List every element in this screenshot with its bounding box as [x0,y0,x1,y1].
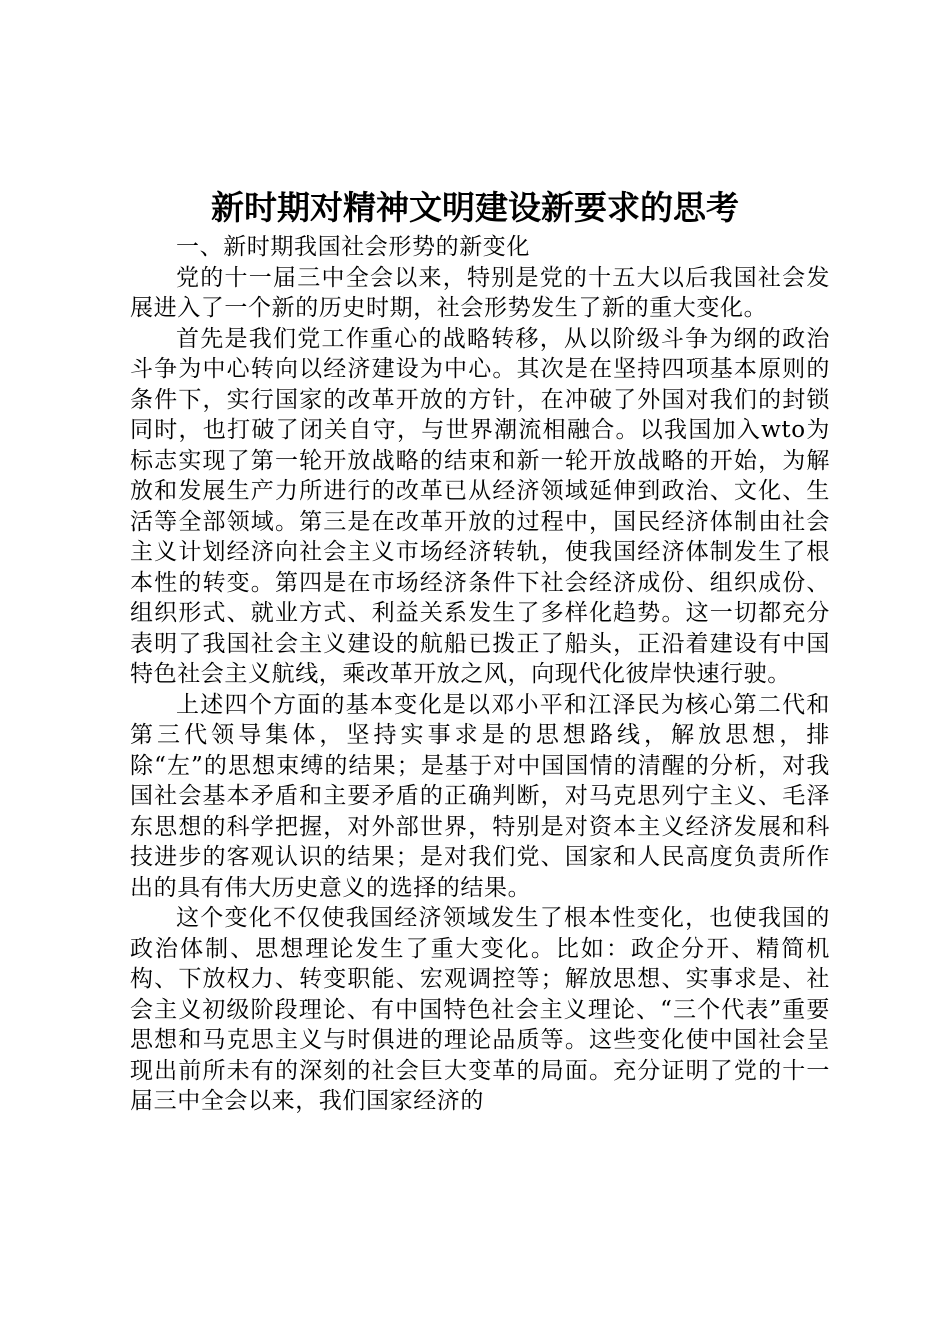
document-body [130,232,830,1117]
section-heading: 一、新时期我国社会形势的新变化 [176,234,530,260]
paragraph: 首先是我们党工作重心的战略转移，从以阶级斗争为纲的政治斗争为中心转向以经济建设为中心。其次是在坚持四项基本原则的条件下，实行国家的改革开放的方针，在冲破了外国对我们的封锁同时，也打破了闭关自守，与世界潮流相融合。以我国加入wto为标志实现了第一轮开放战略的结束和新一轮开放战略的开始，为解放和发展生产力所进行的改革已从经济领域延伸到政治、文化、生活等全部领域。第三是在改革开放的过程中，国民经济体制由社会主义计划经济向社会主义市场经济转轨，使我国经济体制发生了根本性的转变。第四是在市场经济条件下社会经济成份、组织成份、组织形式、就业方式、利益关系发生了多样化趋势。这一切都充分表明了我国社会主义建设的航船已拨正了船头，正沿着建设有中国特色社会主义航线，乘改革开放之风，向现代化彼岸快速行驶。 [130,325,830,687]
document-title: 新时期对精神文明建设新要求的思考 [211,188,739,227]
paragraph: 上述四个方面的基本变化是以邓小平和江泽民为核心第二代和第三代领导集体，坚持实事求是的思想路线，解放思想，排除“左”的思想束缚的结果；是基于对中国国情的清醒的分析，对我国社会基本矛盾和主要矛盾的正确判断，对马克思列宁主义、毛泽东思想的科学把握，对外部世界，特别是对资本主义经济发展和科技进步的客观认识的结果；是对我们党、国家和人民高度负责所作出的具有伟大历史意义的选择的结果。 [130,691,830,901]
paragraph: 党的十一届三中全会以来，特别是党的十五大以后我国社会发展进入了一个新的历史时期，社会形势发生了新的重大变化。 [130,264,830,321]
paragraph: 这个变化不仅使我国经济领域发生了根本性变化，也使我国的政治体制、思想理论发生了重大变化。比如：政企分开、精简机构、下放权力、转变职能、宏观调控等；解放思想、实事求是、社会主义初级阶段理论、有中国特色社会主义理论、“三个代表”重要思想和马克思主义与时俱进的理论品质等。这些变化使中国社会呈现出前所未有的深刻的社会巨大变革的局面。充分证明了党的十一届三中全会以来，我们国家经济的 [130,905,830,1114]
